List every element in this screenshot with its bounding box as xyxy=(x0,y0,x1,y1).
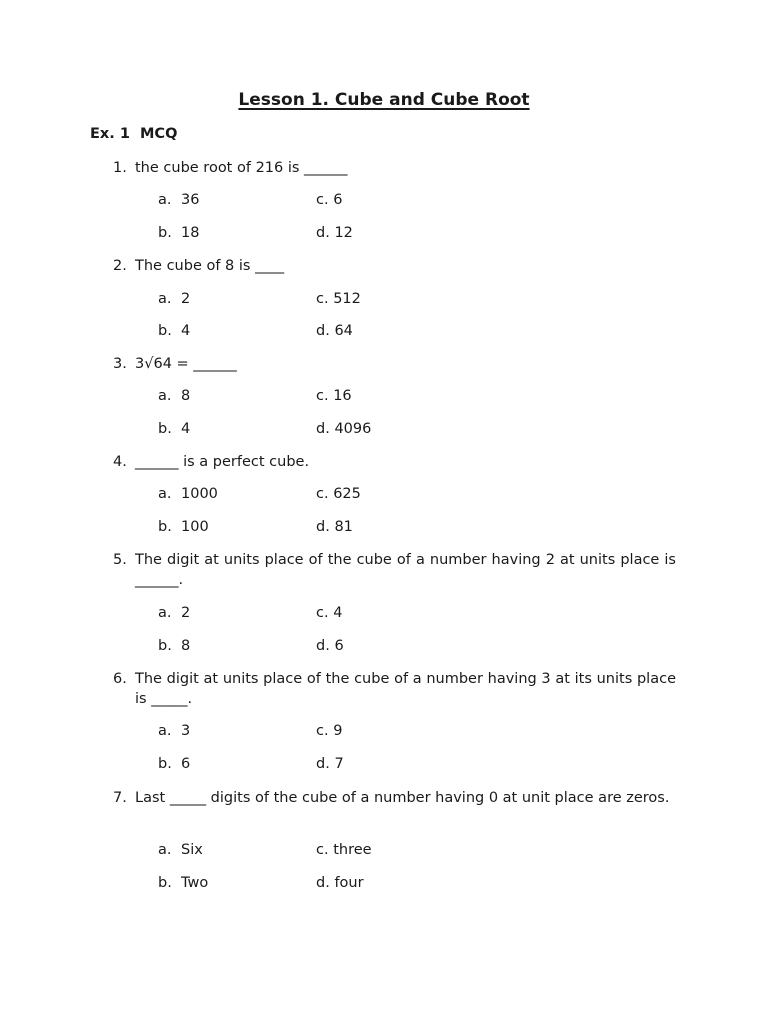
option-letter: a. xyxy=(158,291,172,307)
option-a xyxy=(158,386,190,406)
question-7 xyxy=(113,788,676,808)
option-value: Six xyxy=(181,842,203,858)
option-value: three xyxy=(333,842,372,858)
question-number: 4. xyxy=(113,454,127,470)
option-letter: a. xyxy=(158,723,172,739)
option-b xyxy=(158,223,199,243)
option-value: 12 xyxy=(334,225,353,241)
question-3 xyxy=(113,354,676,374)
option-letter: b. xyxy=(158,875,172,891)
option-letter: c. xyxy=(316,605,329,621)
option-d xyxy=(316,321,353,341)
option-value: 100 xyxy=(181,519,209,535)
option-value: 9 xyxy=(333,723,343,739)
question-text: Last _____ digits of the cube of a number having 0 at unit place are zeros. xyxy=(135,790,670,806)
option-value: 4 xyxy=(181,421,191,437)
question-number: 5. xyxy=(113,552,127,568)
option-value: four xyxy=(334,875,364,891)
question-text: the cube root of 216 is ______ xyxy=(135,160,348,176)
option-letter: c. xyxy=(316,842,329,858)
option-letter: b. xyxy=(158,638,172,654)
question-number: 2. xyxy=(113,258,127,274)
option-letter: d. xyxy=(316,875,330,891)
question-4 xyxy=(113,452,676,472)
option-letter: c. xyxy=(316,723,329,739)
question-5 xyxy=(113,550,681,590)
option-letter: a. xyxy=(158,486,172,502)
option-a xyxy=(158,289,190,309)
question-6 xyxy=(113,669,681,709)
option-b xyxy=(158,873,208,893)
option-d xyxy=(316,419,371,439)
question-text: The digit at units place of the cube of a number having 2 at units place is ______. xyxy=(135,552,681,588)
option-value: 625 xyxy=(333,486,361,502)
option-c xyxy=(316,289,361,309)
option-b xyxy=(158,754,190,774)
option-letter: d. xyxy=(316,323,330,339)
option-c xyxy=(316,840,372,860)
page-title: Lesson 1. Cube and Cube Root xyxy=(238,90,530,110)
option-letter: c. xyxy=(316,291,329,307)
option-value: 2 xyxy=(181,291,191,307)
question-number: 3. xyxy=(113,356,127,372)
option-letter: a. xyxy=(158,388,172,404)
question-2 xyxy=(113,256,676,276)
option-c xyxy=(316,190,342,210)
option-letter: b. xyxy=(158,225,172,241)
option-value: 4096 xyxy=(334,421,372,437)
option-letter: c. xyxy=(316,192,329,208)
option-a xyxy=(158,190,199,210)
option-letter: d. xyxy=(316,225,330,241)
option-value: 6 xyxy=(181,756,191,772)
question-number: 7. xyxy=(113,790,127,806)
option-b xyxy=(158,419,190,439)
option-letter: b. xyxy=(158,323,172,339)
option-letter: a. xyxy=(158,842,172,858)
option-a xyxy=(158,603,190,623)
option-letter: c. xyxy=(316,388,329,404)
option-value: 36 xyxy=(181,192,200,208)
option-value: 81 xyxy=(334,519,353,535)
option-d xyxy=(316,517,353,537)
option-d xyxy=(316,223,353,243)
question-text: The digit at units place of the cube of a number having 3 at its units place is _____. xyxy=(135,671,681,707)
option-letter: d. xyxy=(316,519,330,535)
option-c xyxy=(316,603,342,623)
option-c xyxy=(316,386,352,406)
option-letter: d. xyxy=(316,756,330,772)
option-value: 2 xyxy=(181,605,191,621)
option-letter: a. xyxy=(158,192,172,208)
option-value: 4 xyxy=(181,323,191,339)
option-value: 4 xyxy=(333,605,343,621)
option-value: 3 xyxy=(181,723,191,739)
option-b xyxy=(158,321,190,341)
question-text: The cube of 8 is ____ xyxy=(135,258,285,274)
option-value: 18 xyxy=(181,225,200,241)
option-d xyxy=(316,636,344,656)
option-value: 16 xyxy=(333,388,352,404)
option-c xyxy=(316,484,361,504)
option-value: 64 xyxy=(334,323,353,339)
option-d xyxy=(316,754,344,774)
option-b xyxy=(158,517,209,537)
option-value: 6 xyxy=(333,192,343,208)
option-letter: d. xyxy=(316,638,330,654)
exercise-heading: Ex. 1 MCQ xyxy=(90,126,178,142)
option-letter: b. xyxy=(158,756,172,772)
option-a xyxy=(158,484,218,504)
option-value: 8 xyxy=(181,388,191,404)
option-b xyxy=(158,636,190,656)
question-text: ______ is a perfect cube. xyxy=(135,454,310,470)
option-letter: b. xyxy=(158,421,172,437)
question-1 xyxy=(113,158,676,178)
question-text: 3√64 = ______ xyxy=(135,356,237,372)
option-value: 7 xyxy=(334,756,344,772)
option-c xyxy=(316,721,342,741)
option-value: 8 xyxy=(181,638,191,654)
question-number: 1. xyxy=(113,160,127,176)
option-value: 1000 xyxy=(181,486,218,502)
option-a xyxy=(158,721,190,741)
option-letter: b. xyxy=(158,519,172,535)
question-number: 6. xyxy=(113,671,127,687)
option-letter: a. xyxy=(158,605,172,621)
option-a xyxy=(158,840,203,860)
option-d xyxy=(316,873,364,893)
option-value: Two xyxy=(181,875,209,891)
option-value: 6 xyxy=(334,638,344,654)
option-letter: c. xyxy=(316,486,329,502)
option-value: 512 xyxy=(333,291,361,307)
option-letter: d. xyxy=(316,421,330,437)
